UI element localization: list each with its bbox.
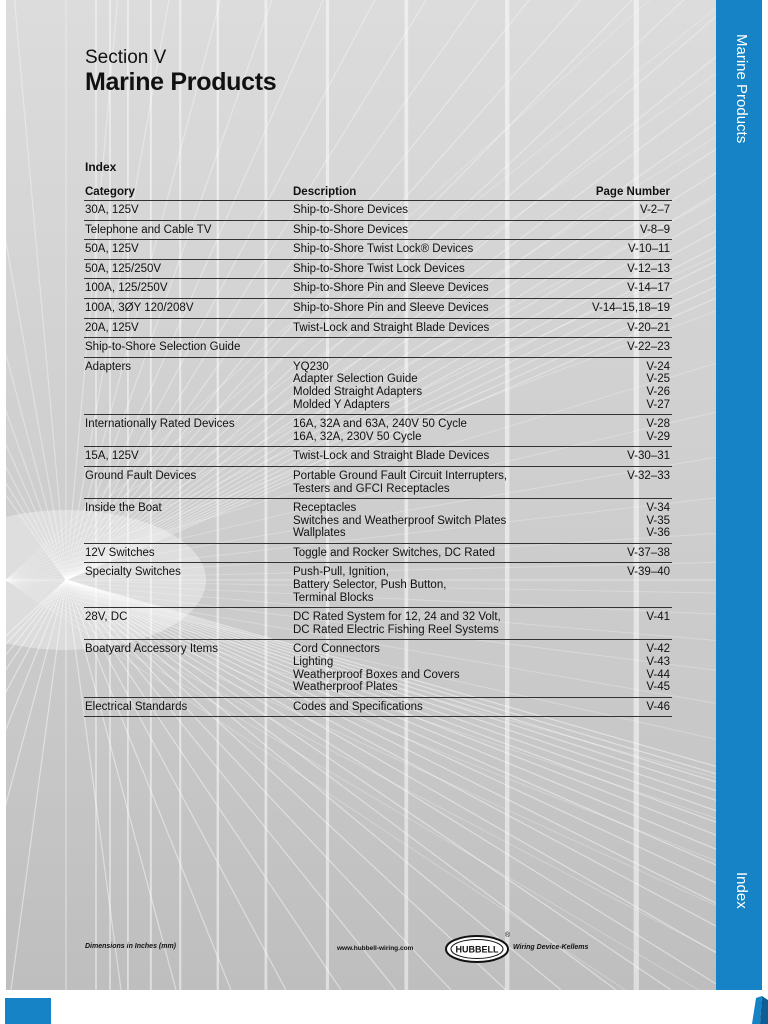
category-cell: 15A, 125V xyxy=(84,447,292,467)
description-line: Molded Y Adapters xyxy=(293,398,390,411)
description-line: Receptacles xyxy=(293,502,357,515)
table-row xyxy=(84,499,672,544)
description-line: Adapter Selection Guide xyxy=(293,373,418,386)
description-line: Terminal Blocks xyxy=(293,591,374,604)
description-line: Cord Connectors xyxy=(293,643,380,656)
description-cell xyxy=(292,201,585,221)
dimensions-note: Dimensions in Inches (mm) xyxy=(85,943,177,950)
page-number: V-30–31 xyxy=(627,450,670,463)
page-number: V-26 xyxy=(646,385,670,398)
table-row xyxy=(84,318,672,338)
index-table xyxy=(84,185,672,717)
page-number: V-22–23 xyxy=(627,341,670,354)
category-cell: Specialty Switches xyxy=(84,563,292,608)
table-row xyxy=(84,220,672,240)
page-number-cell xyxy=(585,466,672,498)
page-number-cell xyxy=(585,697,672,717)
description-cell xyxy=(292,499,585,544)
description-line: DC Rated Electric Fishing Reel Systems xyxy=(293,623,499,636)
page-number-cell xyxy=(585,240,672,260)
description-line: Weatherproof Boxes and Covers xyxy=(293,668,460,681)
description-line xyxy=(293,341,583,354)
table-row xyxy=(84,543,672,563)
description-cell xyxy=(292,608,585,640)
description-line: DC Rated System for 12, 24 and 32 Volt, xyxy=(293,611,501,624)
category-cell: 20A, 125V xyxy=(84,318,292,338)
description-cell xyxy=(292,415,585,447)
description-cell xyxy=(292,466,585,498)
page-number-cell xyxy=(585,201,672,221)
page-number: V-45 xyxy=(646,681,670,694)
table-row xyxy=(84,298,672,318)
page-number: V-2–7 xyxy=(639,204,670,216)
page-number-cell xyxy=(585,543,672,563)
description-cell xyxy=(292,240,585,260)
page-number: V-34 xyxy=(646,502,670,515)
page-number: V-12–13 xyxy=(627,262,670,275)
table-row xyxy=(84,201,672,221)
category-cell: Ground Fault Devices xyxy=(84,466,292,498)
description-cell xyxy=(292,697,585,717)
category-cell: Telephone and Cable TV xyxy=(84,220,292,240)
brand-name: Wiring Device-Kellems xyxy=(513,944,589,951)
description-cell xyxy=(292,357,585,414)
category-cell: 30A, 125V xyxy=(84,201,292,221)
description-line: Molded Straight Adapters xyxy=(293,385,423,398)
table-row xyxy=(84,697,672,717)
section-label: Section V xyxy=(85,47,167,68)
column-header-page: Page Number xyxy=(585,185,672,201)
description-line: Codes and Specifications xyxy=(293,700,423,713)
page-number: V-39–40 xyxy=(627,566,670,579)
page-number-cell xyxy=(585,298,672,318)
table-row xyxy=(84,338,672,358)
page-number: V-42 xyxy=(646,643,670,656)
table-row xyxy=(84,563,672,608)
page-number-cell xyxy=(585,415,672,447)
category-cell: Ship-to-Shore Selection Guide xyxy=(84,338,292,358)
category-cell: 28V, DC xyxy=(84,608,292,640)
table-body xyxy=(84,201,672,717)
index-heading: Index xyxy=(85,160,117,174)
description-line: Battery Selector, Push Button, xyxy=(293,579,447,592)
table-header-row xyxy=(84,185,672,201)
description-line: Twist-Lock and Straight Blade Devices xyxy=(293,450,490,463)
side-tab-band xyxy=(716,0,762,990)
page-number-cell xyxy=(585,220,672,240)
svg-text:HUBBELL: HUBBELL xyxy=(455,944,499,955)
page-number: V-10–11 xyxy=(628,243,670,256)
column-header-description: Description xyxy=(292,185,585,201)
page-number: V-41 xyxy=(646,611,670,624)
description-line: Ship-to-Shore Twist Lock® Devices xyxy=(293,243,474,256)
page-number: V-20–21 xyxy=(627,321,670,334)
description-line: 16A, 32A, 230V 50 Cycle xyxy=(293,430,422,443)
page-number: V-43 xyxy=(646,656,670,669)
page-number: V-27 xyxy=(646,398,670,411)
hubbell-logo xyxy=(444,934,510,964)
table-row xyxy=(84,640,672,697)
side-tab-marine-products: Marine Products xyxy=(733,34,750,144)
page-number: V-25 xyxy=(646,373,670,386)
side-tab-index: Index xyxy=(733,872,750,909)
page-number xyxy=(586,624,670,637)
page-number-cell xyxy=(585,499,672,544)
page-number: V-28 xyxy=(646,418,670,431)
description-line: Toggle and Rocker Switches, DC Rated xyxy=(293,546,495,559)
page-number: V-8–9 xyxy=(639,223,670,236)
page-number-cell xyxy=(585,338,672,358)
category-cell: 100A, 3ØY 120/208V xyxy=(84,298,292,318)
description-cell xyxy=(292,259,585,279)
page-number: V-36 xyxy=(646,527,670,540)
page-number xyxy=(586,483,670,496)
table-row xyxy=(84,279,672,299)
page-number: V-14–17 xyxy=(627,282,670,295)
corner-tab-block xyxy=(5,998,51,1024)
page-number: V-46 xyxy=(646,700,670,713)
page-number-cell xyxy=(585,563,672,608)
table-row xyxy=(84,259,672,279)
description-line: Weatherproof Plates xyxy=(293,681,398,694)
page-title: Marine Products xyxy=(85,68,277,96)
description-line: Ship-to-Shore Devices xyxy=(293,223,409,236)
description-cell xyxy=(292,640,585,697)
description-line: Wallplates xyxy=(293,527,346,540)
description-cell xyxy=(292,220,585,240)
page-number: V-35 xyxy=(646,514,670,527)
column-header-category: Category xyxy=(84,185,292,201)
page-number: V-29 xyxy=(646,430,670,443)
description-cell xyxy=(292,318,585,338)
description-line: Ship-to-Shore Pin and Sleeve Devices xyxy=(293,282,489,295)
page-number-cell xyxy=(585,447,672,467)
page-number-cell xyxy=(585,318,672,338)
description-cell xyxy=(292,279,585,299)
description-line: 16A, 32A and 63A, 240V 50 Cycle xyxy=(293,418,467,431)
description-line: Lighting xyxy=(293,656,334,669)
description-line: Testers and GFCI Receptacles xyxy=(293,482,450,495)
table-row xyxy=(84,357,672,414)
category-cell: 50A, 125/250V xyxy=(84,259,292,279)
page-number: V-24 xyxy=(646,360,670,373)
table-row xyxy=(84,447,672,467)
table-row xyxy=(84,415,672,447)
page-number-cell xyxy=(585,640,672,697)
page-number: V-14–15,18–19 xyxy=(591,301,670,314)
category-cell: Electrical Standards xyxy=(84,697,292,717)
description-line: Ship-to-Shore Twist Lock Devices xyxy=(293,262,465,275)
page-curl-icon xyxy=(750,996,768,1024)
description-line: Ship-to-Shore Devices xyxy=(293,204,409,216)
page-number: V-32–33 xyxy=(627,469,670,482)
page-number-cell xyxy=(585,279,672,299)
description-cell xyxy=(292,563,585,608)
description-line: YQ230 xyxy=(293,360,329,373)
description-cell xyxy=(292,338,585,358)
table-row xyxy=(84,608,672,640)
category-cell: 12V Switches xyxy=(84,543,292,563)
description-line: Portable Ground Fault Circuit Interrupters, xyxy=(293,469,508,482)
page-number xyxy=(586,579,670,592)
table-row xyxy=(84,240,672,260)
description-cell xyxy=(292,298,585,318)
description-line: Ship-to-Shore Pin and Sleeve Devices xyxy=(293,301,489,314)
category-cell: Internationally Rated Devices xyxy=(84,415,292,447)
category-cell: 100A, 125/250V xyxy=(84,279,292,299)
page-number xyxy=(586,592,670,605)
page-number-cell xyxy=(585,608,672,640)
registered-mark: ® xyxy=(505,932,511,939)
description-line: Switches and Weatherproof Switch Plates xyxy=(293,514,507,527)
website-url[interactable]: www.hubbell-wiring.com xyxy=(337,945,414,952)
category-cell: 50A, 125V xyxy=(84,240,292,260)
page-number-cell xyxy=(585,259,672,279)
category-cell: Inside the Boat xyxy=(84,499,292,544)
description-line: Twist-Lock and Straight Blade Devices xyxy=(293,321,490,334)
description-line: Push-Pull, Ignition, xyxy=(293,566,389,579)
category-cell: Boatyard Accessory Items xyxy=(84,640,292,697)
page-number: V-37–38 xyxy=(627,546,670,559)
description-cell xyxy=(292,447,585,467)
table-row xyxy=(84,466,672,498)
page-number-cell xyxy=(585,357,672,414)
description-cell xyxy=(292,543,585,563)
page-number: V-44 xyxy=(646,668,670,681)
category-cell: Adapters xyxy=(84,357,292,414)
